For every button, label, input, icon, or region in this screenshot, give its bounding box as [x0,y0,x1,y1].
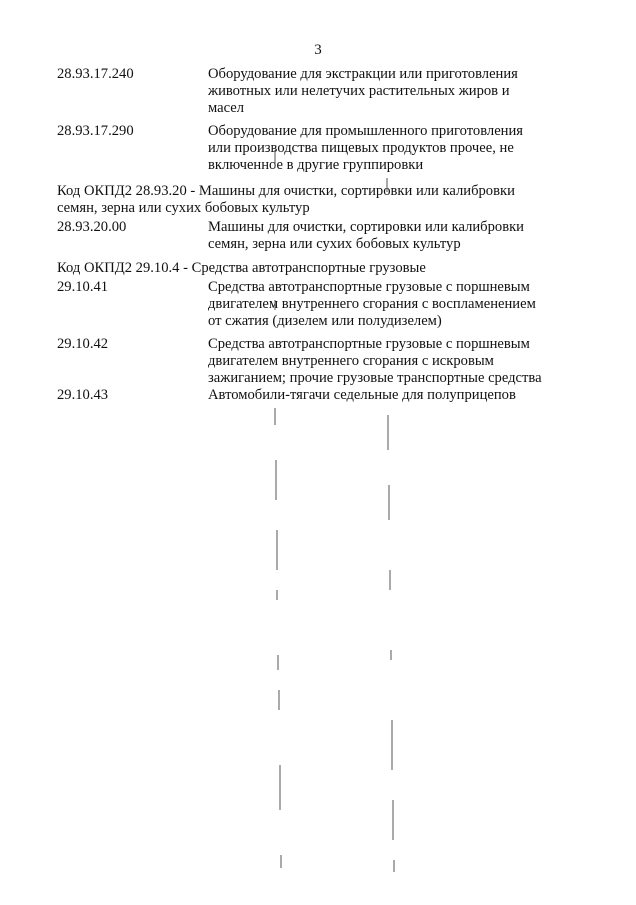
entry-code: 29.10.41 [57,279,109,295]
group-heading-line: Код ОКПД2 28.93.20 - Машины для очистки, сортировки или калибровки [57,183,515,199]
entry-description [208,279,588,330]
entry-code: 28.93.17.240 [57,66,134,82]
group-heading-line: семян, зерна или сухих бобовых культур [57,200,310,216]
entry-description-line: Средства автотранспортные грузовые с поршневым [208,336,530,352]
entry-description-line: семян, зерна или сухих бобовых культур [208,236,461,252]
entry-description-line: или производства пищевых продуктов прочее, не [208,140,514,156]
entry-code: 29.10.42 [57,336,109,352]
entry-code: 29.10.43 [57,387,109,403]
entry-description [208,66,588,117]
entry-description-line: Средства автотранспортные грузовые с поршневым [208,279,530,295]
entry-description-line: животных или нелетучих растительных жиров и [208,83,510,99]
entry-description-line: Машины для очистки, сортировки или калибровки [208,219,524,235]
entry-description-line: двигателем внутреннего сгорания с воспламенением [208,296,536,312]
entry-description-line: зажиганием; прочие грузовые транспортные средства [208,370,542,386]
page-number: 3 [314,42,322,58]
entry-description-line: двигателем внутреннего сгорания с искровым [208,353,494,369]
entry-description [208,387,588,404]
group-heading [57,260,597,277]
entry-description-line: от сжатия (дизелем или полудизелем) [208,313,442,329]
entry-description-line: Оборудование для промышленного приготовления [208,123,524,139]
group-heading [57,183,597,217]
entry-description [208,219,588,253]
entry-description-line: включенное в другие группировки [208,157,424,173]
entry-description-line: Автомобили-тягачи седельные для полуприцепов [208,387,516,403]
group-heading-line: Код ОКПД2 29.10.4 - Средства автотранспортные грузовые [57,260,426,276]
entry-description-line: Оборудование для экстракции или приготовления [208,66,518,82]
entry-code: 28.93.17.290 [57,123,134,139]
entry-description-line: масел [208,100,245,116]
entry-description [208,123,588,174]
entry-description [208,336,588,387]
entry-code: 28.93.20.00 [57,219,127,235]
